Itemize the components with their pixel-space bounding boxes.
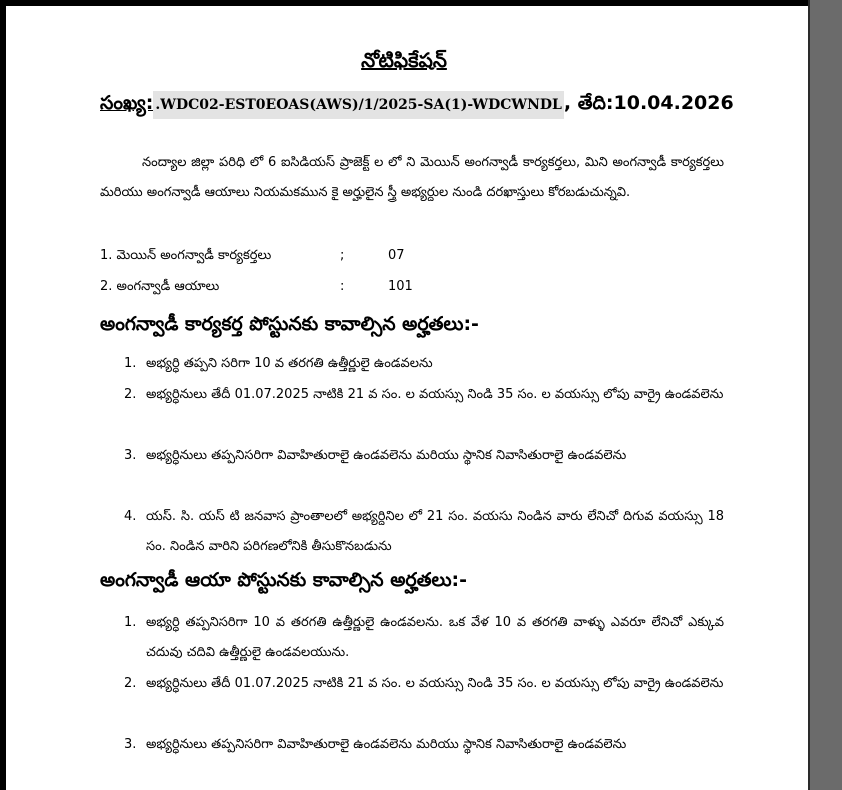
item-number: 2. <box>124 387 137 402</box>
post-row-aaya: 2. అంగన్వాడీ ఆయాలు : 101 <box>100 279 413 294</box>
aaya-qualification-item <box>124 669 724 699</box>
item-text: అభ్యర్ధినులు తప్పనిసరిగా వివాహితురాలై ఉండవలెను మరియు స్థానిక నివాసితురాలై ఉండవలెను <box>146 448 627 463</box>
worker-qualification-item <box>124 441 724 471</box>
page-left-border <box>0 0 6 790</box>
item-text: అభ్యర్ధినులు తప్పనిసరిగా వివాహితురాలై ఉండవలెను మరియు స్థానిక నివాసితురాలై ఉండవలెను <box>146 737 627 752</box>
item-number: 1. <box>124 356 137 371</box>
item-text: అభ్యర్ధి తప్పని సరిగా 10 వ తరగతి ఉత్తీర్ణులై ఉండవలను <box>146 356 433 371</box>
post-row-main-worker: 1. మెయిన్ అంగన్వాడీ కార్యకర్తలు ; 07 <box>100 248 405 263</box>
worker-qualification-item <box>124 502 724 562</box>
worker-qualifications-heading: అంగన్వాడీ కార్యకర్త పోస్టునకు కావాల్సిన అర్హతలు:- <box>100 313 479 335</box>
item-number: 3. <box>124 448 137 463</box>
worker-qualification-item <box>124 380 724 410</box>
post-count: 07 <box>388 248 405 263</box>
item-number: 1. <box>124 615 137 630</box>
reference-line <box>100 92 734 119</box>
notification-title-text: నోటిఫికేషన్ <box>361 48 447 72</box>
item-number: 2. <box>124 676 137 691</box>
notification-title <box>0 48 808 77</box>
aaya-qualifications-heading: అంగన్వాడీ ఆయా పోస్టునకు కావాల్సిన అర్హతలు:- <box>100 569 468 591</box>
reference-code: .WDC02-EST0EOAS(AWS)/1/2025-SA(1)-WDCWNDL <box>153 91 563 119</box>
item-text: యస్. సి. యస్ టి జనవాస ప్రాంతాలలో అభ్యర్దినిల లో 21 సం. వయసు నిండిన వారు లేనిచో దిగువ వయస్సు 18 సం. నిండిన వారిని పరిగణలోనికి తీసుకొనబడును <box>146 509 724 554</box>
post-name: అంగన్వాడీ ఆయాలు <box>116 279 220 294</box>
viewer-background <box>808 0 842 790</box>
reference-label: సంఖ్య: <box>100 92 154 114</box>
post-count: 101 <box>388 279 413 294</box>
worker-qualification-item <box>124 349 724 379</box>
item-text: అభ్యర్ధి తప్పనిసరిగా 10 వ తరగతి ఉత్తీర్ణులై ఉండవలను. ఒక వేళ 10 వ తరగతి వాళ్ళు ఎవరూ లేనిచో ఎక్కువ చదువు చదివి ఉత్తీర్ణులై ఉండవలయును. <box>146 615 724 660</box>
page-top-border <box>0 0 808 6</box>
notification-date: , తేది:10.04.2026 <box>563 92 734 114</box>
intro-paragraph <box>100 148 724 208</box>
item-text: అభ్యర్ధినులు తేదీ 01.07.2025 నాటికి 21 వ సం. ల వయస్సు నిండి 35 సం. ల వయస్సు లోపు వార్రై ఉండవలెను <box>146 387 724 402</box>
post-separator: : <box>340 279 345 294</box>
intro-text: నంద్యాల జిల్లా పరిధి లో 6 ఐసిడియస్ ప్రాజెక్ట్ ల లో ని మెయిన్ అంగన్వాడీ కార్యకర్తలు, మిని అంగన్వాడీ కార్యకర్తలు మరియు అంగన్వాడీ ఆయాలు నియమకమున కై అర్హులైన స్త్రీ అభ్యర్దుల నుండి దరఖాస్తులు కోరబడుచున్నవి. <box>100 155 724 200</box>
aaya-qualification-item <box>124 730 724 760</box>
item-text: అభ్యర్ధినులు తేదీ 01.07.2025 నాటికి 21 వ సం. ల వయస్సు నిండి 35 సం. ల వయస్సు లోపు వార్రై ఉండవలెను <box>146 676 724 691</box>
post-name: మెయిన్ అంగన్వాడీ కార్యకర్తలు <box>116 248 272 263</box>
page-right-border <box>808 0 810 790</box>
item-number: 3. <box>124 737 137 752</box>
aaya-qualification-item <box>124 608 724 668</box>
item-number: 4. <box>124 509 137 524</box>
post-separator: ; <box>340 248 345 263</box>
